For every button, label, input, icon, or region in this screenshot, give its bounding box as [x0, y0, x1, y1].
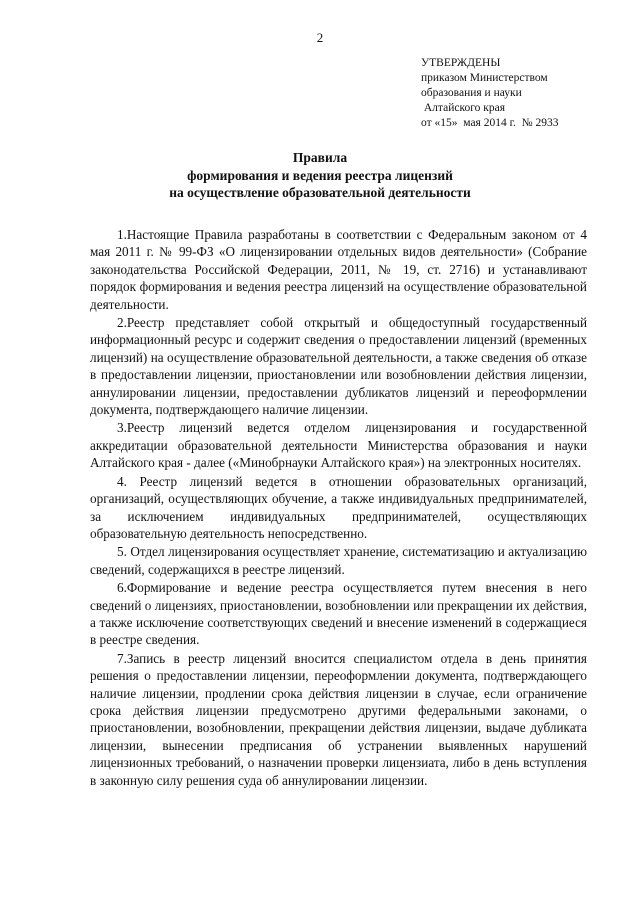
title-line: Правила [292, 150, 348, 165]
title-line: формирования и ведения реестра лицензий [187, 167, 453, 183]
paragraph-4: 4. Реестр лицензий ведется в отношении образовательных организаций, организаций, осуществляющих обучение, а также индивидуальных предпринимателей, за исключением индивидуальных предпринимателей, осуществляющих образовательную деятельность непосредственно. [90, 473, 587, 541]
page-number: 2 [316, 30, 324, 45]
paragraph-7: 7.Запись в реестр лицензий вносится специалистом отдела в день принятия решения о предоставлении лицензии, переоформлении документа, подтверждающего наличие лицензии, продлении срока действия лицензии в случае, если ограничение срока действия лицензии предусмотрено другими федеральными законами, о приостановлении, возобновлении, прекращении действия лицензии, выдаче дубликата лицензии, вынесении предписания об устранении выявленных нарушений лицензионных требований, о назначении проверки лицензиата, либо в день вступления в законную силу решения суда об аннулировании лицензии. [90, 650, 587, 788]
paragraph-6: 6.Формирование и ведение реестра осуществляется путем внесения в него сведений о лицензиях, приостановлении, возобновлении или прекращении их действия, а также исключение соответствующих сведений и внесение изменений в содержащиеся в реестре сведения. [90, 580, 587, 648]
approval-line: УТВЕРЖДЕНЫ [421, 57, 501, 69]
approval-line: приказом Министерством [421, 72, 548, 84]
paragraph-3: 3.Реестр лицензий ведется отделом лицензирования и государственной аккредитации образовательной деятельности Министерства образования и науки Алтайского края - далее («Минобрнауки Алтайского края») на электронных носителях. [90, 420, 587, 471]
approval-line: образования и науки [421, 87, 522, 99]
paragraph-1: 1.Настоящие Правила разработаны в соответствии с Федеральным законом от 4 мая 2011 г. № 99-ФЗ «О лицензировании отдельных видов деятельности» (Собрание законодательства Российской Федерации, 2011, № 19, ст. 2716) и устанавливают порядок формирования и ведения реестра лицензий на осуществление образовательной деятельности. [90, 227, 587, 312]
document-body [90, 226, 587, 790]
paragraph-5: 5. Отдел лицензирования осуществляет хранение, систематизацию и актуализацию сведений, содержащихся в реестре лицензий. [90, 544, 587, 577]
paragraph-2: 2.Реестр представляет собой открытый и общедоступный государственный информационный ресурс и содержит сведения о предоставлении лицензий (временных лицензий) на осуществление образовательной деятельности, а также сведения об отказе в предоставлении лицензии, приостановлении или возобновлении действия лицензии, аннулировании лицензии, предоставлении дубликатов лицензий и переоформлении документа, подтверждающего наличие лицензии. [90, 315, 587, 418]
document-title [0, 149, 640, 202]
approval-line: Алтайского края [421, 102, 505, 114]
title-line: на осуществление образовательной деятельности [169, 185, 471, 200]
approval-line: от «15» мая 2014 г. № 2933 [421, 117, 559, 129]
approval-stamp [421, 56, 558, 131]
